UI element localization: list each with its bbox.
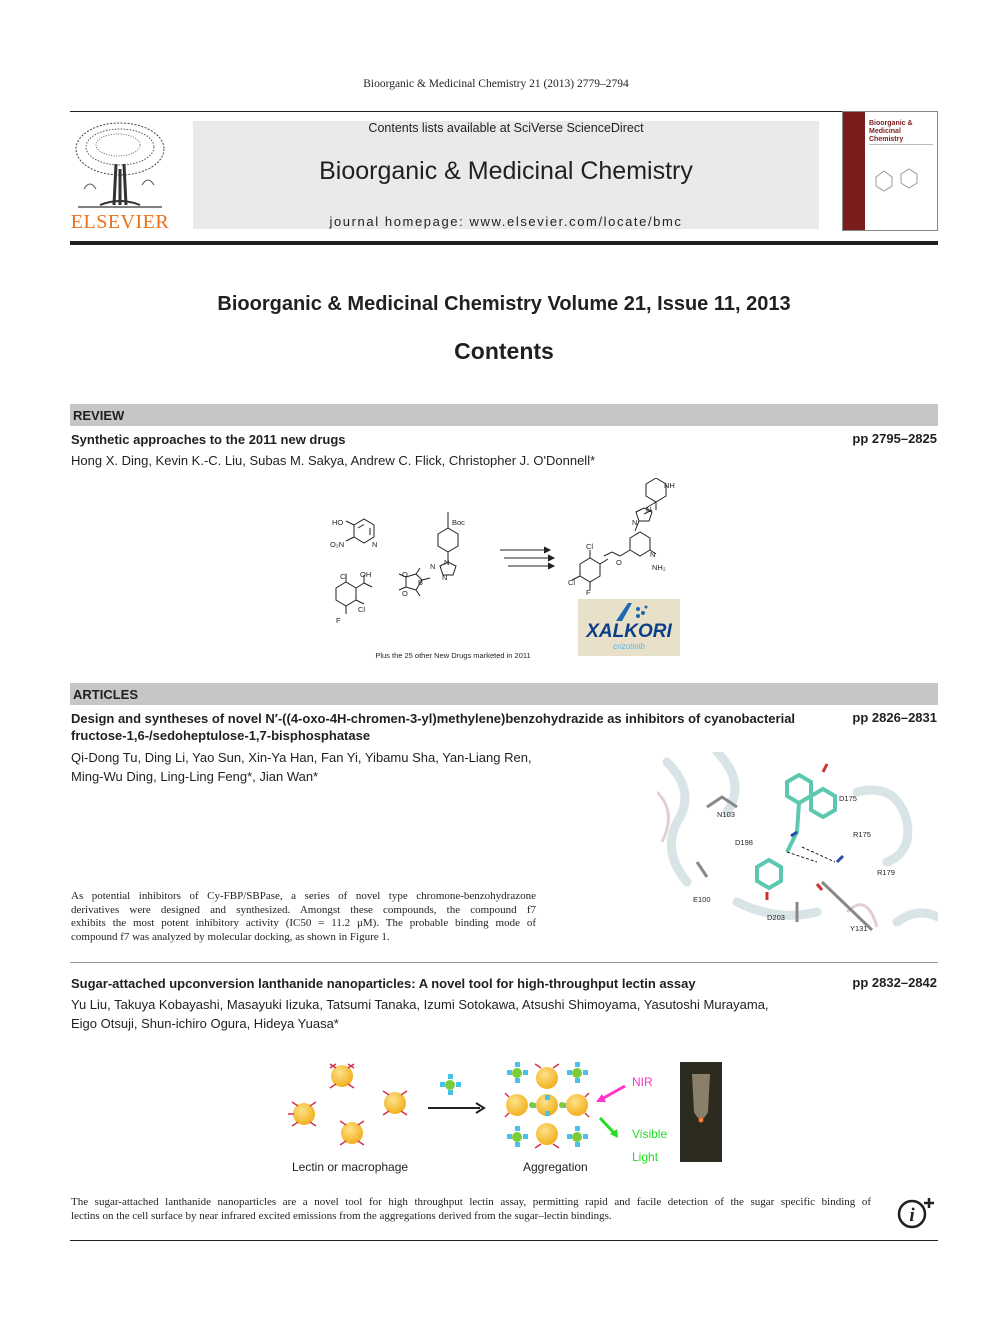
residue-label: D198	[735, 838, 753, 847]
contents-heading: Contents	[454, 338, 554, 364]
aggregation-label: Aggregation	[523, 1160, 588, 1174]
residue-label: D175	[839, 794, 857, 803]
nanoparticle-figure	[280, 1050, 740, 1180]
chem-label: O₂N	[330, 540, 345, 549]
visible-label: Visible	[632, 1127, 668, 1141]
abstract-line: compound f7 was analyzed by molecular docking, as shown in Figure 1.	[71, 930, 390, 943]
chem-label: Cl	[340, 572, 348, 581]
xalkori-logo-sub: crizotinib	[613, 642, 645, 651]
chem-label: O	[616, 558, 622, 567]
chem-label: Cl	[586, 542, 594, 551]
chem-label: OH	[360, 570, 372, 579]
chem-label: F	[586, 588, 591, 597]
chem-label: HO	[332, 518, 344, 527]
residue-label: N103	[717, 810, 735, 819]
section-bar-articles: ARTICLES	[70, 683, 938, 705]
footer-rule	[70, 1240, 938, 1241]
residue-label: R175	[853, 830, 871, 839]
review-graphical-abstract	[318, 478, 688, 668]
residue-label: E100	[693, 895, 711, 904]
chem-label: N	[646, 505, 652, 514]
header-rule-top	[70, 111, 938, 112]
svg-text:i: i	[909, 1205, 915, 1226]
chem-label: N	[444, 558, 450, 567]
article-1-title-line2[interactable]: fructose-1,6-/sedoheptulose-1,7-bisphosphatase	[71, 728, 371, 743]
chem-label: NH₂	[652, 563, 666, 572]
abstract-line: lectins on the cell surface by near infrared excited emissions from the aggregations derived from the sugar–lectin bindings.	[71, 1209, 612, 1222]
article-2-pages: pp 2832–2842	[852, 975, 937, 990]
cover-rule	[869, 144, 933, 145]
review-pages: pp 2795–2825	[852, 431, 937, 446]
chem-label: O	[402, 570, 408, 579]
article-1-authors-line1: Qi-Dong Tu, Ding Li, Yao Sun, Xin-Ya Han, Fan Yi, Yibamu Sha, Yan-Liang Ren,	[71, 750, 532, 765]
chem-label: N	[632, 518, 638, 527]
elsevier-wordmark: ELSEVIER	[70, 211, 170, 233]
xalkori-mark-icon	[612, 601, 652, 623]
supplementary-info-button[interactable]	[896, 1196, 938, 1230]
abstract-line: As potential inhibitors of Cy-FBP/SBPase, a series of novel type chromone-benzohydrazone	[71, 890, 536, 902]
abstract-line: The sugar-attached lanthanide nanoparticles are a novel tool for high throughput lectin assay, permitting rapid and facile detection of the sugar specific binding of	[71, 1196, 871, 1208]
cover-title: Bioorganic & Medicinal Chemistry	[869, 120, 913, 143]
article-1-abstract	[71, 890, 536, 944]
chem-label: Boc	[452, 518, 465, 527]
docking-figure-art	[657, 752, 938, 932]
article-divider	[70, 962, 938, 963]
cover-spine	[843, 112, 865, 230]
review-caption: Plus the 25 other New Drugs marketed in 2011	[375, 651, 531, 660]
elsevier-tree-icon	[70, 119, 170, 211]
article-2-authors-line1: Yu Liu, Takuya Kobayashi, Masayuki Iizuka, Tatsumi Tanaka, Izumi Sotokawa, Atsushi Shimoyama, Yasutoshi Murayama,	[71, 997, 769, 1012]
article-2-title[interactable]: Sugar-attached upconversion lanthanide nanoparticles: A novel tool for high-throughput lectin assay	[71, 976, 696, 991]
chem-label: Cl	[568, 578, 576, 587]
section-bar-review: REVIEW	[70, 404, 938, 426]
journal-banner	[193, 121, 819, 229]
chem-label: N	[442, 573, 448, 582]
contents-available-link[interactable]: Contents lists available at SciVerse ScienceDirect	[368, 121, 644, 135]
xalkori-logo	[578, 599, 680, 656]
docking-figure	[657, 752, 938, 932]
xalkori-logo-text: XALKORI	[586, 621, 672, 642]
light-label: Light	[632, 1150, 659, 1164]
lectin-label: Lectin or macrophage	[292, 1160, 409, 1174]
chem-label: N	[430, 562, 436, 571]
article-2-authors-line2: Eigo Otsuji, Shun-ichiro Ogura, Hideya Yuasa*	[71, 1016, 339, 1031]
chem-label: N	[372, 540, 378, 549]
review-title[interactable]: Synthetic approaches to the 2011 new drugs	[71, 432, 346, 447]
nir-label: NIR	[632, 1075, 653, 1089]
journal-cover-thumbnail[interactable]	[842, 111, 938, 231]
chem-label: Cl	[358, 605, 366, 614]
chem-label: NH	[664, 481, 675, 490]
residue-label: D203	[767, 913, 785, 922]
volume-title: Bioorganic & Medicinal Chemistry Volume 21, Issue 11, 2013	[217, 293, 791, 315]
cover-molecule-icon	[871, 162, 931, 192]
article-2-abstract	[71, 1196, 871, 1223]
article-1-title-line1[interactable]: Design and syntheses of novel N′-((4-oxo-4H-chromen-3-yl)methylene)benzohydrazide as inhibitors of cyanobacterial	[71, 711, 796, 726]
residue-label: Y131	[850, 924, 868, 932]
article-1-authors-line2: Ming-Wu Ding, Ling-Ling Feng*, Jian Wan*	[71, 769, 319, 784]
chem-label: O	[402, 589, 408, 598]
journal-citation: Bioorganic & Medicinal Chemistry 21 (2013) 2779–2794	[363, 78, 629, 90]
header-rule-thick	[70, 241, 938, 245]
abstract-line: exhibits the most potent inhibitory activity (IC50 = 11.2 μM). The probable binding mode of	[71, 917, 536, 929]
residue-label: R179	[877, 868, 895, 877]
info-plus-icon	[896, 1196, 938, 1230]
chem-label: N	[650, 550, 656, 559]
nanoparticle-scheme	[280, 1050, 740, 1165]
review-authors: Hong X. Ding, Kevin K.-C. Liu, Subas M. Sakya, Andrew C. Flick, Christopher J. O'Donnell*	[71, 453, 596, 468]
journal-name: Bioorganic & Medicinal Chemistry	[319, 157, 693, 185]
chem-label: F	[336, 616, 341, 625]
chem-label: B	[418, 578, 424, 587]
abstract-line: derivatives were designed and synthesized. Amongst these compounds, the compound f7	[71, 903, 536, 916]
elsevier-logo[interactable]	[70, 119, 170, 233]
article-1-pages: pp 2826–2831	[852, 710, 937, 725]
journal-homepage-link[interactable]: journal homepage: www.elsevier.com/locate/bmc	[329, 214, 683, 229]
